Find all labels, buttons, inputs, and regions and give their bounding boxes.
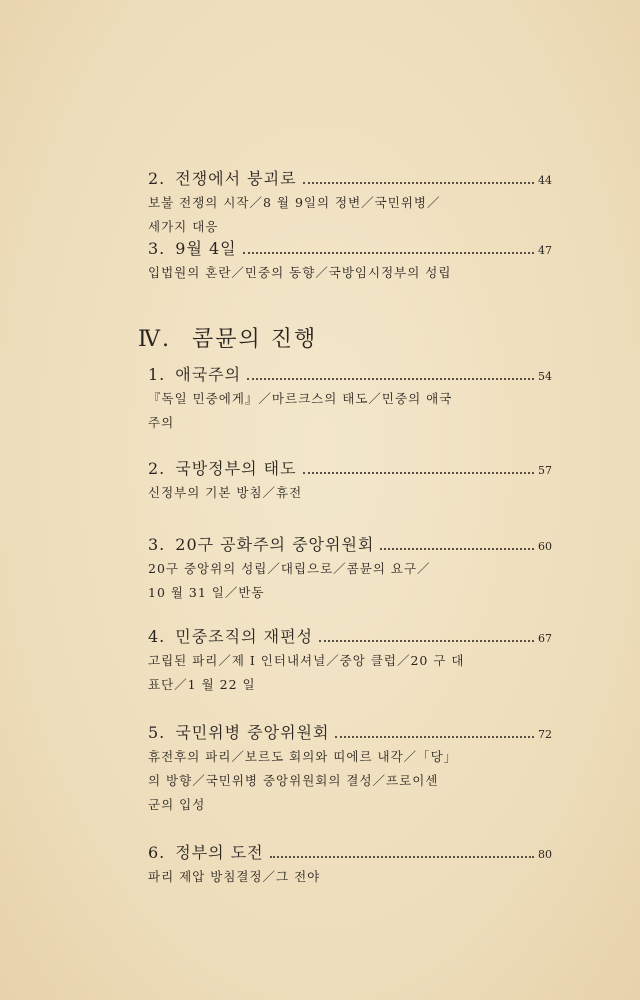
entry-title-text: 애국주의 xyxy=(175,365,242,384)
entry-number: 2. xyxy=(148,459,166,478)
subtopic-line: 고립된 파리／제 I 인터내셔널／중앙 클럽／20 구 대 xyxy=(148,653,465,668)
toc-entry[interactable] xyxy=(148,840,552,889)
entry-subtopics xyxy=(148,557,552,605)
toc-entry[interactable] xyxy=(148,532,552,605)
toc-entry[interactable] xyxy=(148,236,552,285)
dot-leader xyxy=(319,640,534,642)
entry-title-text: 전쟁에서 붕괴로 xyxy=(175,169,297,188)
entry-number: 3. xyxy=(148,535,166,554)
subtopic-line: 휴전후의 파리／보르도 회의와 띠에르 내각／「당」 xyxy=(148,749,458,764)
subtopic-line: 보불 전쟁의 시작／8 월 9일의 정변／국민위병／ xyxy=(148,195,441,210)
entry-subtopics xyxy=(148,649,552,697)
entry-title-text: 국방정부의 태도 xyxy=(175,459,297,478)
entry-subtopics xyxy=(148,261,552,285)
subtopic-line: 20구 중앙위의 성립／대립으로／콤뮨의 요구／ xyxy=(148,561,431,576)
subtopic-line: 10 월 31 일／반동 xyxy=(148,585,265,600)
entry-title xyxy=(148,362,241,385)
page-number: 54 xyxy=(538,370,552,383)
page-number: 57 xyxy=(538,464,552,477)
subtopic-line: 파리 제압 방침결정／그 전야 xyxy=(148,869,321,884)
toc-entry[interactable] xyxy=(148,166,552,239)
subtopic-line: 신정부의 기본 방침／휴전 xyxy=(148,485,303,500)
chapter-numeral: Ⅳ. xyxy=(138,327,171,352)
toc-line xyxy=(148,624,552,648)
dot-leader xyxy=(335,736,534,738)
entry-number: 3. xyxy=(148,239,166,258)
page-number: 44 xyxy=(538,174,552,187)
entry-subtopics xyxy=(148,387,552,435)
entry-title-text: 20구 공화주의 중앙위원회 xyxy=(175,535,375,554)
entry-subtopics xyxy=(148,745,552,817)
subtopic-line: 표단／1 월 22 일 xyxy=(148,677,256,692)
chapter-heading xyxy=(138,322,317,353)
entry-number: 6. xyxy=(148,843,166,862)
toc-line xyxy=(148,166,552,190)
subtopic-line: 세가지 대응 xyxy=(148,219,219,234)
entry-title xyxy=(148,532,374,555)
entry-title xyxy=(148,236,237,259)
entry-subtopics xyxy=(148,481,552,505)
subtopic-line: 입법원의 혼란／민중의 동향／국방임시정부의 성립 xyxy=(148,265,452,280)
entry-title xyxy=(148,166,297,189)
entry-title xyxy=(148,720,329,743)
entry-number: 1. xyxy=(148,365,166,384)
page-number: 60 xyxy=(538,540,552,553)
page-number: 67 xyxy=(538,632,552,645)
toc-entry[interactable] xyxy=(148,456,552,505)
entry-title-text: 9월 4일 xyxy=(175,239,237,258)
toc-line xyxy=(148,362,552,386)
entry-title-text: 정부의 도전 xyxy=(175,843,264,862)
dot-leader xyxy=(303,182,534,184)
subtopic-line: 군의 입성 xyxy=(148,797,206,812)
page-number: 80 xyxy=(538,848,552,861)
entry-title xyxy=(148,624,313,647)
dot-leader xyxy=(247,378,534,380)
page-number: 72 xyxy=(538,728,552,741)
page-number: 47 xyxy=(538,244,552,257)
subtopic-line: 의 방향／국민위병 중앙위원회의 결성／프로이센 xyxy=(148,773,439,788)
toc-line xyxy=(148,456,552,480)
dot-leader xyxy=(303,472,534,474)
toc-entry[interactable] xyxy=(148,362,552,435)
dot-leader xyxy=(270,856,534,858)
toc-entry[interactable] xyxy=(148,624,552,697)
toc-line xyxy=(148,236,552,260)
entry-number: 5. xyxy=(148,723,166,742)
entry-title xyxy=(148,840,264,863)
entry-title xyxy=(148,456,297,479)
entry-subtopics xyxy=(148,191,552,239)
chapter-title: 콤뮨의 진행 xyxy=(191,327,318,352)
toc-line xyxy=(148,840,552,864)
entry-number: 4. xyxy=(148,627,166,646)
toc-line xyxy=(148,532,552,556)
entry-number: 2. xyxy=(148,169,166,188)
dot-leader xyxy=(380,548,534,550)
subtopic-line: 『독일 민중에게』／마르크스의 태도／민중의 애국 xyxy=(148,391,453,406)
entry-title-text: 민중조직의 재편성 xyxy=(175,627,313,646)
toc-line xyxy=(148,720,552,744)
entry-subtopics xyxy=(148,865,552,889)
toc-entry[interactable] xyxy=(148,720,552,817)
entry-title-text: 국민위병 중앙위원회 xyxy=(175,723,330,742)
dot-leader xyxy=(243,252,534,254)
subtopic-line: 주의 xyxy=(148,415,175,430)
